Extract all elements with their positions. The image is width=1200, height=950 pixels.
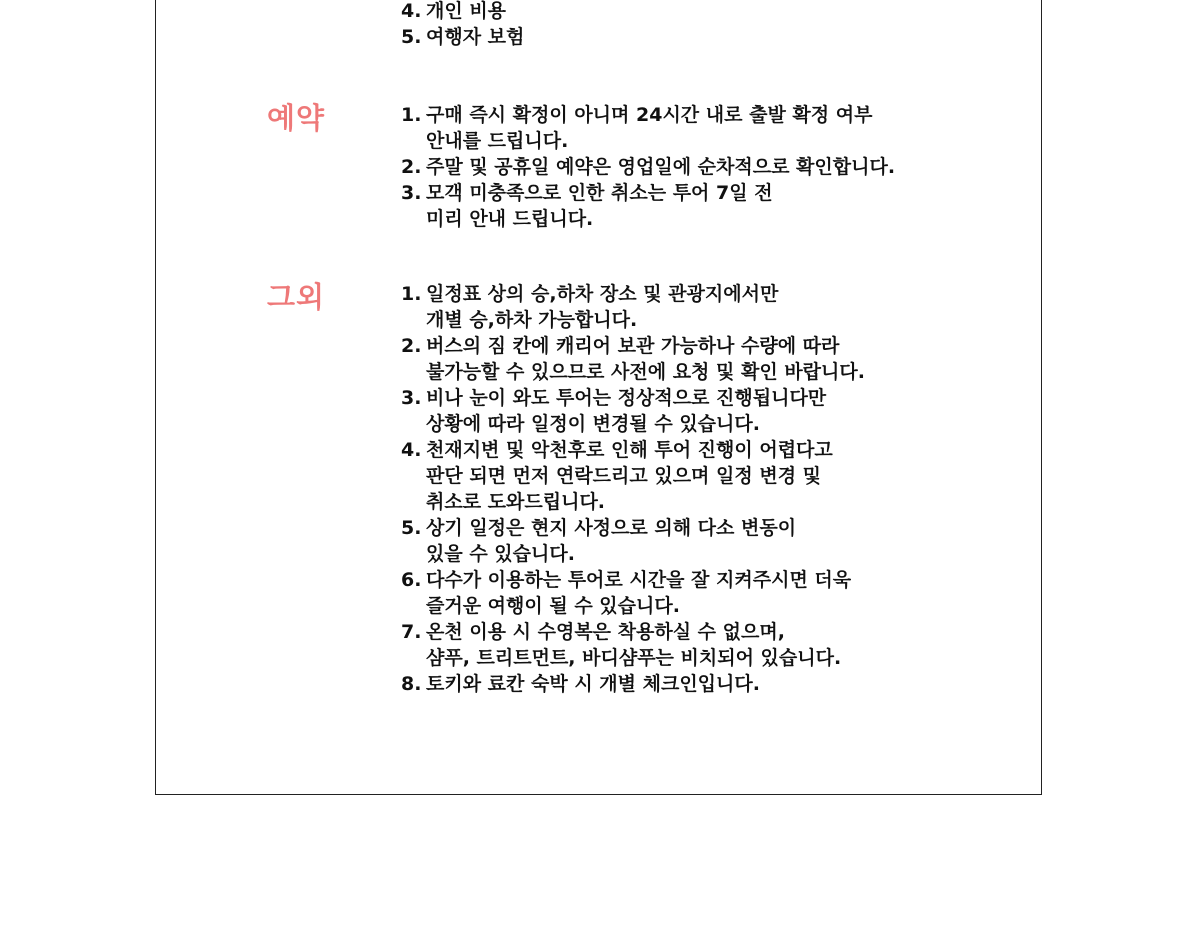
item-number: 8.: [401, 673, 422, 695]
item-text-line: 개인 비용: [426, 0, 507, 22]
item-text-line: 샴푸, 트리트먼트, 바디샴푸는 비치되어 있습니다.: [426, 647, 842, 669]
item-number: 7.: [401, 621, 422, 643]
item-number: 1.: [401, 104, 422, 126]
list-item: [401, 437, 865, 515]
list-item: [401, 281, 865, 333]
item-text-line: 있을 수 있습니다.: [426, 543, 575, 565]
item-text-line: 다수가 이용하는 투어로 시간을 잘 지켜주시면 더욱: [426, 569, 852, 591]
item-text-line: 주말 및 공휴일 예약은 영업일에 순차적으로 확인합니다.: [426, 156, 896, 178]
item-text-line: 여행자 보험: [426, 26, 525, 48]
item-text-line: 안내를 드립니다.: [426, 130, 569, 152]
others-list: [401, 281, 865, 697]
list-item: [401, 154, 895, 180]
item-text-line: 모객 미충족으로 인한 취소는 투어 7일 전: [426, 182, 773, 204]
item-text-line: 개별 승,하차 가능합니다.: [426, 309, 638, 331]
item-number: 4.: [401, 0, 422, 22]
included-excluded-list: [401, 0, 524, 50]
list-item: [401, 671, 865, 697]
item-text-line: 미리 안내 드립니다.: [426, 208, 594, 230]
list-item: [401, 24, 524, 50]
reservation-list: [401, 102, 895, 232]
notice-panel: [155, 0, 1042, 795]
item-text-line: 구매 즉시 확정이 아니며 24시간 내로 출발 확정 여부: [426, 104, 873, 126]
item-number: 2.: [401, 335, 422, 357]
list-item: [401, 333, 865, 385]
item-number: 2.: [401, 156, 422, 178]
item-text-line: 상황에 따라 일정이 변경될 수 있습니다.: [426, 413, 760, 435]
item-number: 5.: [401, 26, 422, 48]
list-item: [401, 385, 865, 437]
item-text-line: 불가능할 수 있으므로 사전에 요청 및 확인 바랍니다.: [426, 361, 865, 383]
list-item: [401, 0, 524, 24]
list-item: [401, 180, 895, 232]
item-text-line: 토키와 료칸 숙박 시 개별 체크인입니다.: [426, 673, 760, 695]
item-text-line: 판단 되면 먼저 연락드리고 있으며 일정 변경 및: [426, 465, 822, 487]
item-number: 4.: [401, 439, 422, 461]
item-text-line: 상기 일정은 현지 사정으로 의해 다소 변동이: [426, 517, 797, 539]
list-item: [401, 567, 865, 619]
list-item: [401, 515, 865, 567]
item-number: 3.: [401, 387, 422, 409]
item-text-line: 일정표 상의 승,하차 장소 및 관광지에서만: [426, 283, 779, 305]
item-number: 3.: [401, 182, 422, 204]
item-text-line: 즐거운 여행이 될 수 있습니다.: [426, 595, 680, 617]
item-text-line: 버스의 짐 칸에 캐리어 보관 가능하나 수량에 따라: [426, 335, 840, 357]
item-number: 6.: [401, 569, 422, 591]
item-text-line: 천재지변 및 악천후로 인해 투어 진행이 어렵다고: [426, 439, 833, 461]
item-text-line: 취소로 도와드립니다.: [426, 491, 606, 513]
item-text-line: 비나 눈이 와도 투어는 정상적으로 진행됩니다만: [426, 387, 827, 409]
section-title: 그외: [267, 280, 326, 314]
item-text-line: 온천 이용 시 수영복은 착용하실 수 없으며,: [426, 621, 785, 643]
list-item: [401, 102, 895, 154]
list-item: [401, 619, 865, 671]
section-title: 예약: [267, 101, 326, 135]
item-number: 5.: [401, 517, 422, 539]
item-number: 1.: [401, 283, 422, 305]
